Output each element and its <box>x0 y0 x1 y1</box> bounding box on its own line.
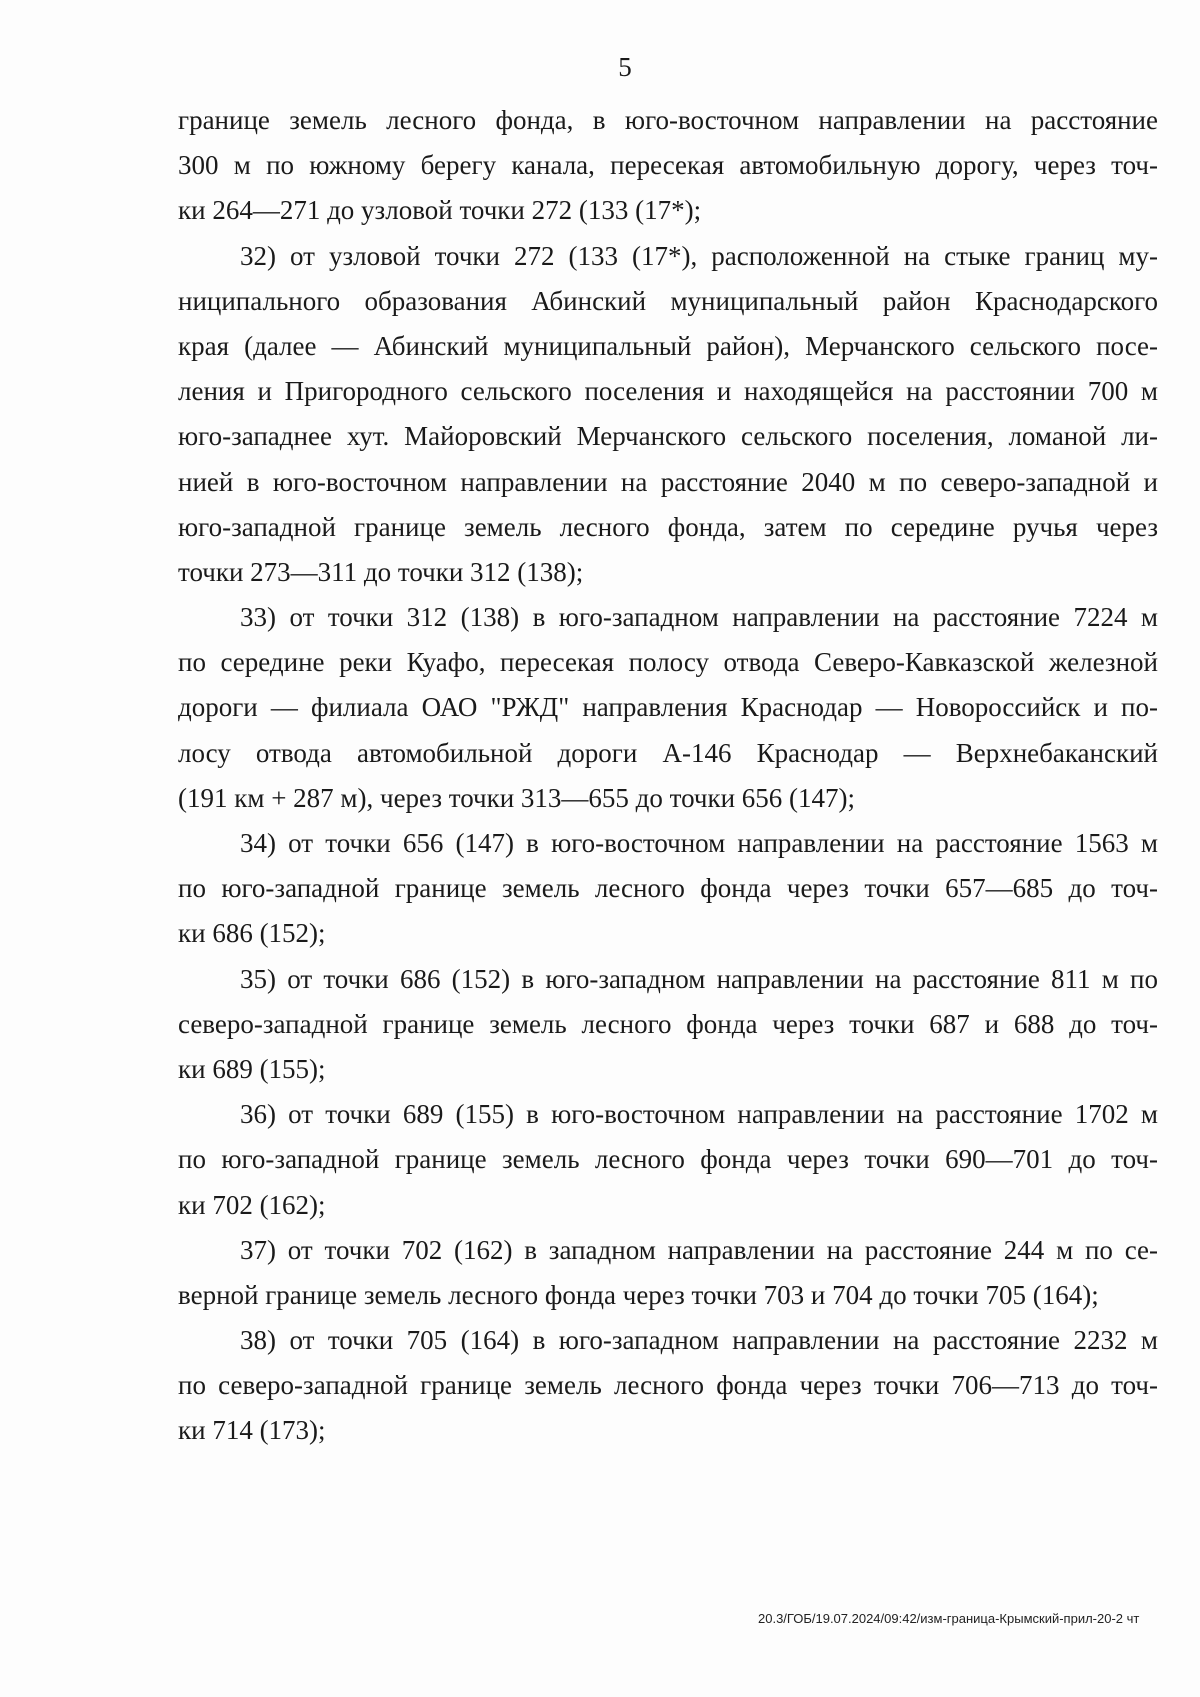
text-line: по северо-западной границе земель лесного фонда через точки 706—713 до точ- <box>178 1370 1158 1401</box>
paragraph-item-35 <box>178 957 1158 1093</box>
text-line: ки 264—271 до узловой точки 272 (133 (17*); <box>178 195 702 226</box>
text-line: 35) от точки 686 (152) в юго-западном направлении на расстояние 811 м по <box>240 963 1158 994</box>
text-line: 34) от точки 656 (147) в юго-восточном направлении на расстояние 1563 м <box>240 828 1158 858</box>
text-line: ниципального образования Абинский муниципальный район Краснодарского <box>178 285 1158 316</box>
text-line: ки 714 (173); <box>178 1415 326 1446</box>
paragraph-item-34 <box>178 821 1158 957</box>
text-line: по середине реки Куафо, пересекая полосу отвода Северо-Кавказской железной <box>178 647 1158 678</box>
page-number: 5 <box>618 52 632 82</box>
text-line: ки 702 (162); <box>178 1189 326 1220</box>
text-line: границе земель лесного фонда, в юго-восточном направлении на расстояние <box>178 105 1158 135</box>
text-line: лосу отвода автомобильной дороги А-146 Краснодар — Верхнебаканский <box>178 737 1158 768</box>
paragraph-item-38 <box>178 1318 1158 1454</box>
text-line: точки 273—311 до точки 312 (138); <box>178 556 584 587</box>
paragraph-continuation <box>178 98 1158 234</box>
paragraph-item-33 <box>178 595 1158 821</box>
text-line: по юго-западной границе земель лесного фонда через точки 690—701 до точ- <box>178 1144 1158 1175</box>
text-line: дороги — филиала ОАО "РЖД" направления Краснодар — Новороссийск и по- <box>178 692 1158 723</box>
text-line: 37) от точки 702 (162) в западном направлении на расстояние 244 м по се- <box>240 1234 1158 1265</box>
text-line: (191 км + 287 м), через точки 313—655 до точки 656 (147); <box>178 782 856 813</box>
text-line: верной границе земель лесного фонда через точки 703 и 704 до точки 705 (164); <box>178 1279 1099 1310</box>
text-line: нией в юго-восточном направлении на расстояние 2040 м по северо-западной и <box>178 466 1158 497</box>
text-line: ления и Пригородного сельского поселения и находящейся на расстоянии 700 м <box>178 376 1158 407</box>
text-line: северо-западной границе земель лесного фонда через точки 687 и 688 до точ- <box>178 1008 1158 1039</box>
document-footer-code: 20.3/ГОБ/19.07.2024/09:42/изм-граница-Крымский-прил-20-2 чт <box>758 1611 1140 1626</box>
text-line: юго-западной границе земель лесного фонда, затем по середине ручья через <box>178 511 1158 542</box>
paragraph-item-37 <box>178 1228 1158 1318</box>
document-body <box>178 98 1158 1454</box>
paragraph-item-32 <box>178 234 1158 596</box>
text-line: ки 689 (155); <box>178 1053 326 1084</box>
text-line: 32) от узловой точки 272 (133 (17*), расположенной на стыке границ му- <box>240 240 1158 271</box>
text-line: юго-западнее хут. Майоровский Мерчанского сельского поселения, ломаной ли- <box>178 421 1158 452</box>
paragraph-item-36 <box>178 1092 1158 1228</box>
text-line: 36) от точки 689 (155) в юго-восточном направлении на расстояние 1702 м <box>240 1099 1158 1130</box>
text-line: по юго-западной границе земель лесного фонда через точки 657—685 до точ- <box>178 873 1158 904</box>
text-line: ки 686 (152); <box>178 918 326 949</box>
text-line: 38) от точки 705 (164) в юго-западном направлении на расстояние 2232 м <box>240 1325 1158 1356</box>
text-line: 300 м по южному берегу канала, пересекая автомобильную дорогу, через точ- <box>178 150 1158 181</box>
text-line: края (далее — Абинский муниципальный район), Мерчанского сельского посе- <box>178 330 1158 361</box>
text-line: 33) от точки 312 (138) в юго-западном направлении на расстояние 7224 м <box>240 602 1158 633</box>
